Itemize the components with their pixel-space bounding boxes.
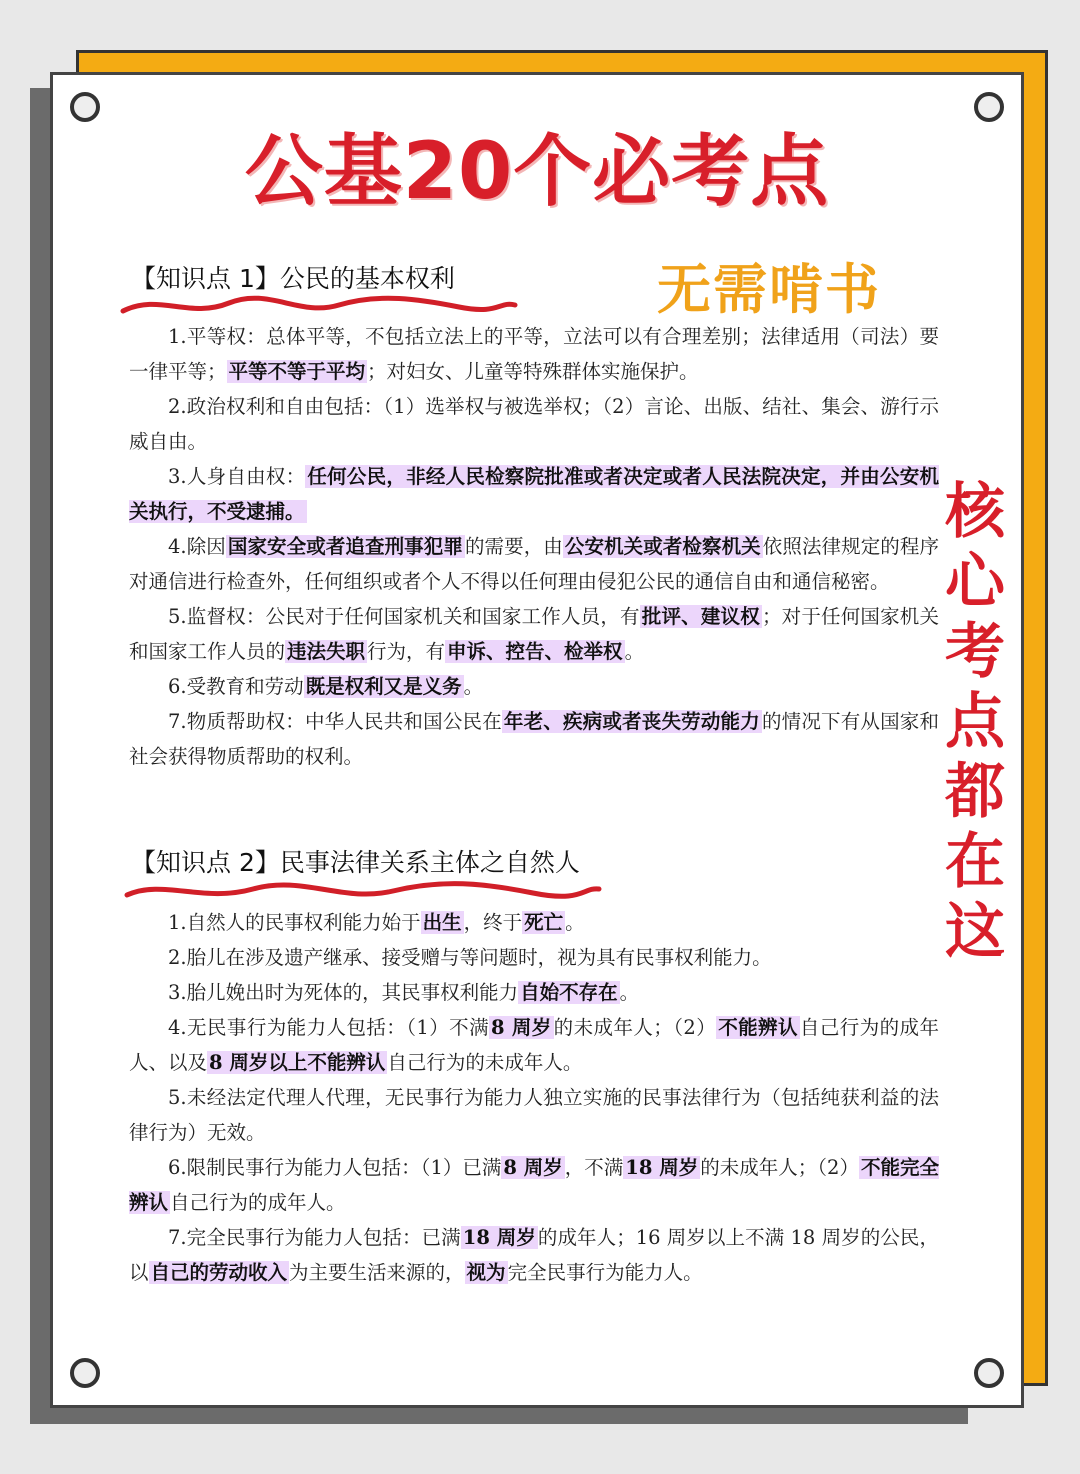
highlighted-text: 不能辨认 (718, 1016, 798, 1039)
section-heading: 【知识点 2】民事法律关系主体之自然人 (131, 848, 580, 877)
body-text: 完全民事行为能力人。 (507, 1261, 703, 1284)
highlighted-text: 任何公民，非经人民检察院批准或者决定或者人民法院决定，并由公安机关执行，不受逮捕。 (129, 465, 939, 523)
body-text: 的情况下有从国家和社会获得物质帮助的权利。 (129, 710, 939, 768)
body-text: 3.胎儿娩出时为死体的，其民事权利能力 (168, 981, 519, 1004)
list-item (129, 1150, 939, 1220)
list-item (129, 599, 939, 669)
notes-card (50, 72, 1024, 1408)
vertical-char: 这 (945, 897, 1005, 967)
highlighted-text: 8 周岁 (503, 1156, 563, 1179)
list-item (129, 1010, 939, 1080)
section-body (129, 319, 939, 774)
body-text: 3.人身自由权： (168, 465, 306, 488)
list-item (129, 704, 939, 774)
body-text: 。 (624, 640, 645, 663)
section-heading: 【知识点 1】公民的基本权利 (131, 264, 455, 293)
highlighted-text: 申诉、控告、检举权 (447, 640, 623, 663)
list-item (129, 669, 939, 704)
highlighted-text: 国家安全或者追查刑事犯罪 (227, 535, 463, 558)
vertical-char: 在 (945, 827, 1005, 897)
vertical-callout (945, 477, 1005, 967)
list-item (129, 1080, 939, 1150)
body-text: 1.平等权：总体平等，不包括立法上的平等，立法可以有合理差别；法律适用（司法）要一律平等； (129, 325, 939, 383)
highlighted-text: 平等不等于平均 (228, 360, 366, 383)
body-text: 2.胎儿在涉及遗产继承、接受赠与等问题时，视为具有民事权利能力。 (168, 946, 772, 969)
body-text: 5.未经法定代理人代理，无民事行为能力人独立实施的民事法律行为（包括纯获利益的法律行为）无效。 (129, 1086, 939, 1144)
highlighted-text: 8 周岁 (491, 1016, 552, 1039)
body-text: 。 (619, 981, 640, 1004)
highlighted-text: 自己的劳动收入 (150, 1261, 288, 1284)
list-item (129, 459, 939, 529)
highlighted-text: 批评、建议权 (641, 605, 760, 628)
body-text: 7.完全民事行为能力人包括：已满 (168, 1226, 461, 1249)
body-text: 的需要，由 (464, 535, 563, 558)
list-item (129, 1220, 939, 1290)
body-text: 自己行为的未成年人。 (387, 1051, 583, 1074)
vertical-char: 心 (945, 547, 1005, 617)
page-title: 公基20个必考点 (244, 127, 830, 217)
highlighted-text: 公安机关或者检察机关 (564, 535, 761, 558)
body-text: 4.无民事行为能力人包括：（1）不满 (168, 1016, 490, 1039)
highlighted-text: 出生 (422, 911, 462, 934)
list-item (129, 389, 939, 459)
slogan: 无需啃书 (657, 258, 881, 321)
squiggle-underline-icon (123, 873, 603, 907)
list-item (129, 975, 939, 1010)
binder-hole-icon (70, 1358, 100, 1388)
highlighted-text: 自始不存在 (520, 981, 618, 1004)
body-text: ，不满 (564, 1156, 624, 1179)
body-text: ，终于 (463, 911, 523, 934)
body-text: 7.物质帮助权：中华人民共和国公民在 (168, 710, 502, 733)
highlighted-text: 死亡 (524, 911, 564, 934)
body-text: 6.受教育和劳动 (168, 675, 304, 698)
vertical-char: 都 (945, 757, 1005, 827)
list-item (129, 905, 939, 940)
squiggle-underline-icon (119, 287, 519, 321)
highlighted-text: 18 周岁 (462, 1226, 536, 1249)
highlighted-text: 视为 (466, 1261, 506, 1284)
body-text: 的未成年人；（2） (553, 1016, 717, 1039)
highlighted-text: 既是权利又是义务 (305, 675, 462, 698)
binder-hole-icon (974, 1358, 1004, 1388)
vertical-char: 考 (945, 617, 1005, 687)
body-text: 1.自然人的民事权利能力始于 (168, 911, 421, 934)
body-text: 为主要生活来源的， (289, 1261, 465, 1284)
list-item (129, 319, 939, 389)
list-item (129, 529, 939, 599)
body-text: 自己行为的成年人。 (170, 1191, 346, 1214)
highlighted-text: 不能完全辨认 (129, 1156, 939, 1214)
section-body (129, 905, 939, 1290)
body-text: 行为，有 (367, 640, 446, 663)
vertical-char: 核 (945, 477, 1005, 547)
body-text: 5.监督权：公民对于任何国家机关和国家工作人员，有 (168, 605, 640, 628)
highlighted-text: 18 周岁 (625, 1156, 699, 1179)
body-text: ；对妇女、儿童等特殊群体实施保护。 (367, 360, 699, 383)
vertical-char: 点 (945, 687, 1005, 757)
list-item (129, 940, 939, 975)
body-text: 的未成年人；（2） (700, 1156, 859, 1179)
body-text: 。 (463, 675, 484, 698)
highlighted-text: 违法失职 (287, 640, 366, 663)
highlighted-text: 8 周岁以上不能辨认 (209, 1051, 386, 1074)
body-text: 的成年人；16 周岁以上不满 18 周岁的公民，以 (129, 1226, 939, 1284)
body-text: ；对于任何国家机关和国家工作人员的 (129, 605, 939, 663)
body-text: 4.除因 (168, 535, 226, 558)
body-text: 。 (565, 911, 585, 934)
body-text: 自己行为的成年人、以及 (129, 1016, 939, 1074)
body-text: 6.限制民事行为能力人包括：（1）已满 (168, 1156, 502, 1179)
highlighted-text: 年老、疾病或者丧失劳动能力 (503, 710, 760, 733)
body-text: 2.政治权利和自由包括：（1）选举权与被选举权；（2）言论、出版、结社、集会、游行示威自由。 (129, 395, 939, 453)
body-text: 依照法律规定的程序对通信进行检查外，任何组织或者个人不得以任何理由侵犯公民的通信自由和通信秘密。 (129, 535, 939, 593)
